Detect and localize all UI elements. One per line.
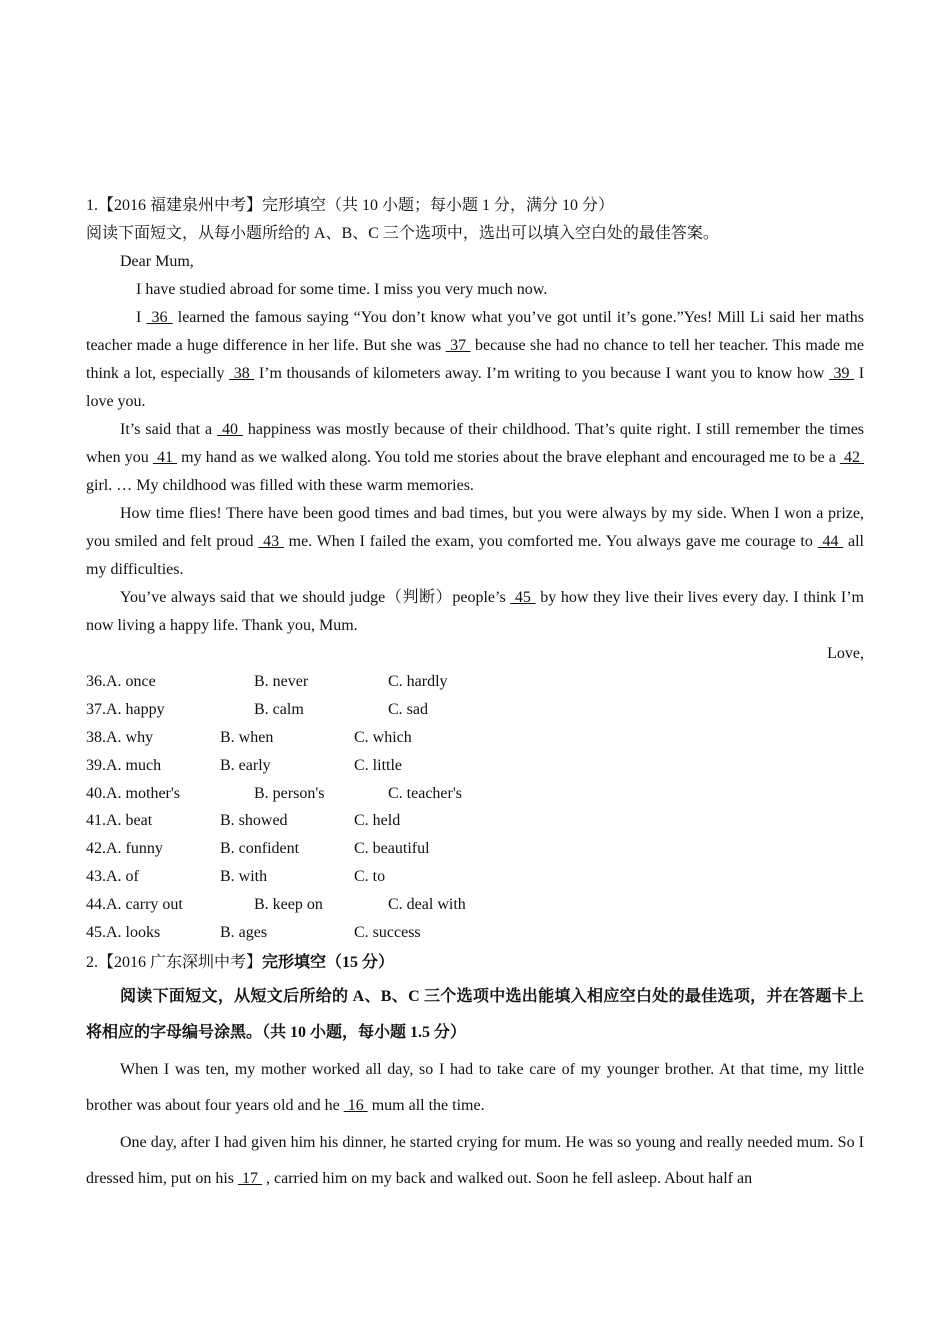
option-a[interactable]: 39.A. much (86, 756, 162, 774)
option-row-42 (86, 835, 864, 863)
option-row-41 (86, 807, 864, 835)
option-row-36 (86, 668, 864, 696)
blank-36[interactable]: 36 (146, 309, 173, 326)
q2-header: 2.【2016 广东深圳中考】完形填空（15 分） (86, 953, 395, 971)
option-row-43 (86, 863, 864, 891)
option-a[interactable]: 43.A. of (86, 868, 139, 886)
option-row-40 (86, 780, 864, 808)
option-b[interactable]: B. person's (254, 784, 325, 802)
blank-39[interactable]: 39 (828, 365, 855, 382)
blank-40[interactable]: 40 (217, 421, 243, 438)
option-c[interactable]: C. which (354, 728, 412, 746)
option-row-37 (86, 696, 864, 724)
blank-17[interactable]: 17 (238, 1170, 262, 1188)
option-c[interactable]: C. to (354, 868, 386, 886)
option-b[interactable]: B. when (220, 728, 274, 746)
option-a[interactable]: 42.A. funny (86, 840, 163, 858)
option-c[interactable]: C. success (354, 924, 421, 942)
option-a[interactable]: 44.A. carry out (86, 896, 183, 914)
option-row-45 (86, 919, 864, 947)
letter-paragraph-3: It’s said that a 40 happiness was mostly because of their childhood. That’s quite right. I still remember the times when you 41 my hand as we walked along. You told me stories about the brave elephant and encouraged me to be a 42 girl. … My childhood was filled with these warm memories. (86, 421, 865, 494)
option-c[interactable]: C. deal with (388, 896, 466, 914)
q1-header: 1.【2016 福建泉州中考】完形填空（共 10 小题；每小题 1 分，满分 10 分） (86, 197, 615, 214)
option-c[interactable]: C. teacher's (388, 784, 462, 802)
option-c[interactable]: C. little (354, 756, 402, 774)
blank-45[interactable]: 45 (510, 589, 536, 606)
blank-38[interactable]: 38 (229, 365, 255, 382)
option-b[interactable]: B. early (220, 756, 271, 774)
option-c[interactable]: C. sad (388, 700, 428, 718)
option-b[interactable]: B. keep on (254, 896, 323, 914)
letter-paragraph-4: How time flies! There have been good times and bad times, but you were always by my side. When I won a prize, you smiled and felt proud 43 me. When I failed the exam, you comforted me. You always gave me courage to 44 all my difficulties. (86, 505, 865, 578)
option-b[interactable]: B. showed (220, 812, 288, 830)
q2-instruction: 阅读下面短文，从短文后所给的 A、B、C 三个选项中选出能填入相应空白处的最佳选项，并在答题卡上将相应的字母编号涂黑。（共 10 小题，每小题 1.5 分） (86, 987, 864, 1042)
option-row-39 (86, 752, 864, 780)
option-c[interactable]: C. hardly (388, 673, 448, 690)
option-a[interactable]: 37.A. happy (86, 700, 165, 718)
option-row-38 (86, 724, 864, 752)
option-a[interactable]: 45.A. looks (86, 924, 161, 942)
option-c[interactable]: C. held (354, 812, 401, 830)
letter-paragraph-1: I have studied abroad for some time. I miss you very much now. (136, 281, 548, 298)
option-a[interactable]: 40.A. mother's (86, 784, 180, 802)
option-a[interactable]: 41.A. beat (86, 812, 153, 830)
q2-section (86, 979, 864, 1198)
q1-instruction: 阅读下面短文，从每小题所给的 A、B、C 三个选项中，选出可以填入空白处的最佳答案。 (86, 225, 719, 242)
option-b[interactable]: B. never (254, 673, 309, 690)
blank-37[interactable]: 37 (445, 337, 471, 354)
blank-44[interactable]: 44 (817, 533, 844, 550)
letter-paragraph-5: You’ve always said that we should judge（判断）people’s 45 by how they live their lives every day. I think I’m now living a happy life. Thank you, Mum. (86, 589, 865, 634)
blank-42[interactable]: 42 (839, 449, 865, 466)
option-b[interactable]: B. calm (254, 700, 304, 718)
option-b[interactable]: B. ages (220, 924, 268, 942)
option-row-44 (86, 891, 864, 919)
option-b[interactable]: B. confident (220, 840, 300, 858)
q2-paragraph-2: One day, after I had given him his dinner, he started crying for mum. He was so young and really needed mum. So I dressed him, put on his 17 , carried him on my back and walked out. Soon he fell asleep. About half an (86, 1133, 864, 1188)
option-a[interactable]: 36.A. once (86, 673, 156, 690)
letter-closing: Love, (827, 645, 864, 662)
option-c[interactable]: C. beautiful (354, 840, 430, 858)
letter-greeting: Dear Mum, (120, 253, 194, 270)
document-page (86, 192, 864, 1198)
blank-43[interactable]: 43 (258, 533, 284, 550)
option-a[interactable]: 38.A. why (86, 728, 154, 746)
q2-paragraph-1: When I was ten, my mother worked all day, so I had to take care of my younger brother. At that time, my little brother was about four years old and he 16 mum all the time. (86, 1060, 864, 1115)
option-b[interactable]: B. with (220, 868, 268, 886)
blank-16[interactable]: 16 (343, 1097, 368, 1115)
blank-41[interactable]: 41 (152, 449, 178, 466)
letter-paragraph-2: I 36 learned the famous saying “You don’t know what you’ve got until it’s gone.”Yes! Mill Li said her maths teacher made a huge difference in her life. But she was 37 because she had no chance to tell her teacher. This made me think a lot, especially 38 I’m thousands of kilometers away. I’m writing to you because I want you to know how 39 I love you. (86, 309, 865, 410)
options-list (86, 668, 864, 947)
